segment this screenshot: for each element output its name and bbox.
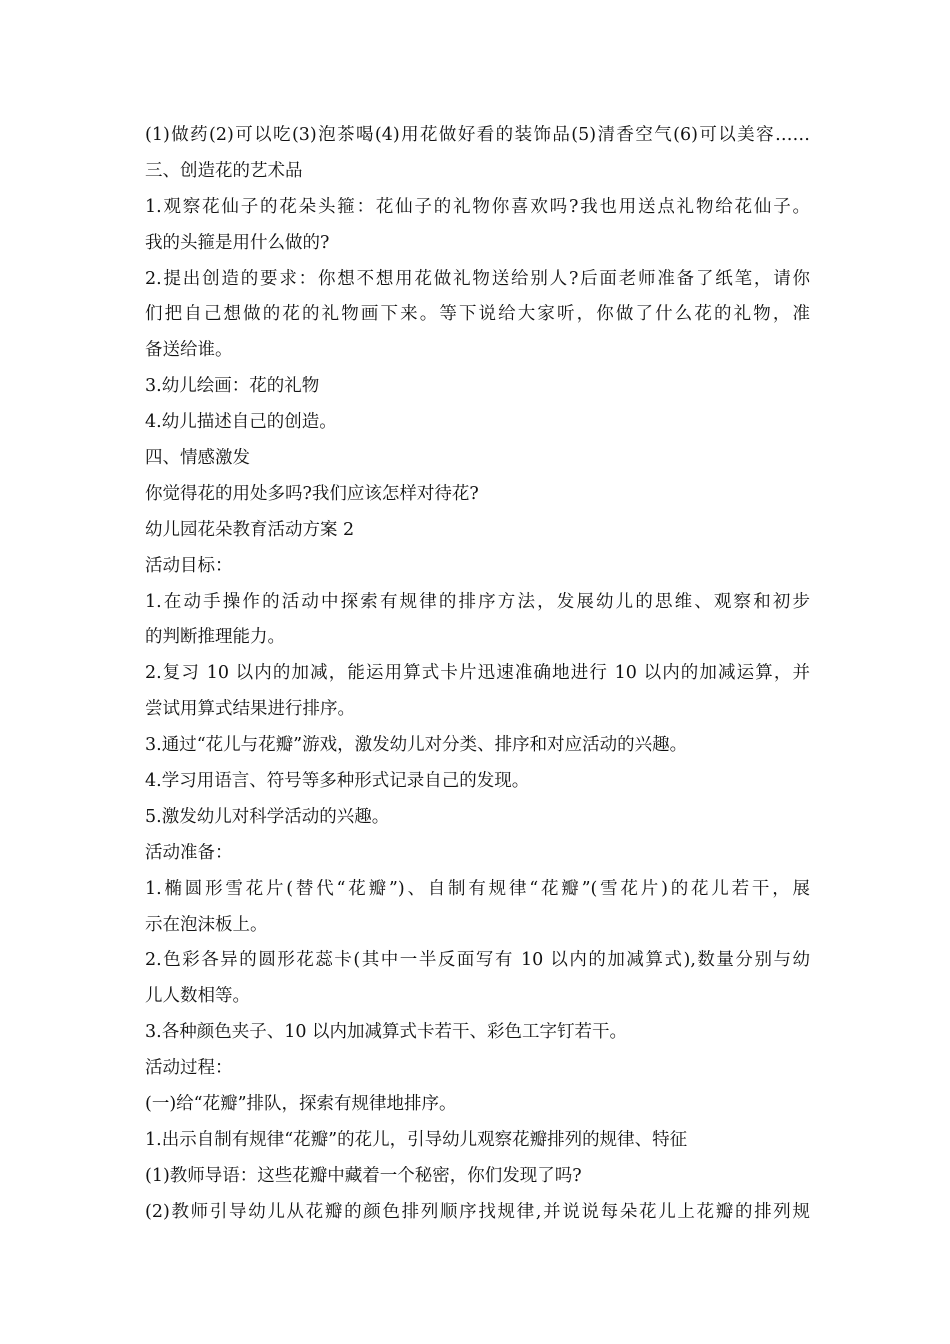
text-line: (1)教师导语：这些花瓣中藏着一个秘密，你们发现了吗? — [145, 1165, 582, 1186]
text-line: 3.幼儿绘画：花的礼物 — [145, 376, 320, 397]
text-line: 1.观察花仙子的花朵头箍：花仙子的礼物你喜欢吗?我也用送点礼物给花仙子。 — [145, 196, 810, 217]
text-line: 1.在动手操作的活动中探索有规律的排序方法，发展幼儿的思维、观察和初步 — [145, 591, 810, 612]
text-line: 活动目标： — [145, 555, 233, 576]
text-line: (1)做药(2)可以吃(3)泡茶喝(4)用花做好看的装饰品(5)清香空气(6)可以美容…… — [145, 125, 810, 145]
text-line: 4.幼儿描述自己的创造。 — [145, 412, 337, 433]
text-line: 4.学习用语言、符号等多种形式记录自己的发现。 — [145, 771, 530, 792]
text-line: 示在泡沫板上。 — [145, 914, 268, 935]
document-body — [145, 118, 810, 1231]
text-line: 3.通过“花儿与花瓣”游戏，激发幼儿对分类、排序和对应活动的兴趣。 — [145, 735, 688, 756]
text-line: 幼儿园花朵教育活动方案 2 — [145, 519, 355, 540]
text-line: 活动过程： — [145, 1058, 233, 1079]
text-line: 5.激发幼儿对科学活动的兴趣。 — [145, 806, 390, 827]
text-line: (2)教师引导幼儿从花瓣的颜色排列顺序找规律,并说说每朵花儿上花瓣的排列规 — [145, 1201, 810, 1222]
text-line: 3.各种颜色夹子、10 以内加减算式卡若干、彩色工字钉若干。 — [145, 1022, 628, 1043]
text-line: 活动准备： — [145, 842, 233, 863]
text-line: 2.色彩各异的圆形花蕊卡(其中一半反面写有 10 以内的加减算式),数量分别与幼 — [145, 950, 810, 971]
text-line: (一)给“花瓣”排队，探索有规律地排序。 — [145, 1094, 457, 1115]
text-line: 儿人数相等。 — [145, 986, 250, 1007]
text-line: 我的头箍是用什么做的? — [145, 232, 330, 253]
text-line: 1.出示自制有规律“花瓣”的花儿，引导幼儿观察花瓣排列的规律、特征 — [145, 1129, 688, 1150]
text-line: 尝试用算式结果进行排序。 — [145, 699, 355, 720]
text-line: 们把自己想做的花的礼物画下来。等下说给大家听，你做了什么花的礼物，准 — [145, 304, 810, 325]
text-line: 1.椭圆形雪花片(替代“花瓣”)、自制有规律“花瓣”(雪花片)的花儿若干，展 — [145, 878, 810, 899]
text-line: 四、情感激发 — [145, 448, 250, 469]
text-line: 三、创造花的艺术品 — [145, 160, 303, 181]
text-line: 你觉得花的用处多吗?我们应该怎样对待花? — [145, 483, 479, 504]
text-line: 2.复习 10 以内的加减，能运用算式卡片迅速准确地进行 10 以内的加减运算，并 — [145, 663, 810, 684]
text-line: 2.提出创造的要求：你想不想用花做礼物送给别人?后面老师准备了纸笔，请你 — [145, 268, 810, 289]
text-line: 备送给谁。 — [145, 340, 233, 361]
text-line: 的判断推理能力。 — [145, 627, 285, 648]
